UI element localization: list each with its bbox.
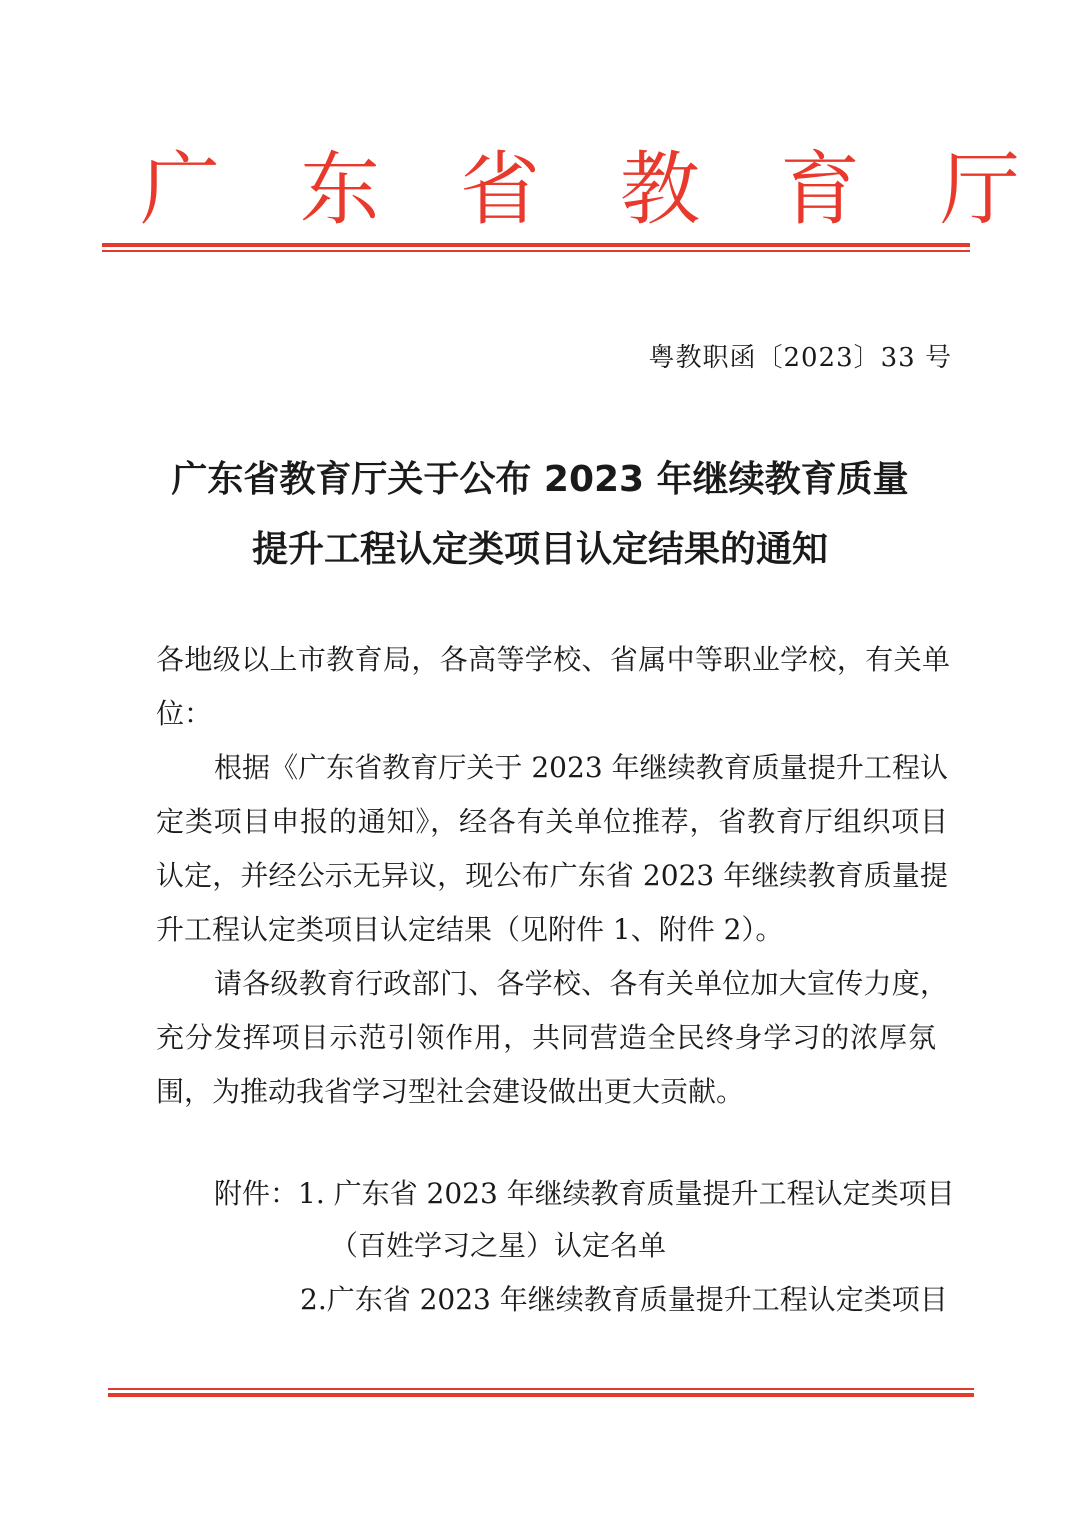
para1-line-3: 认定，并经公示无异议，现公布广东省 2023 年继续教育质量提: [156, 859, 948, 892]
title-line-2: 提升工程认定类项目认定结果的通知: [251, 529, 828, 570]
addressee-line-2: 位：: [156, 697, 213, 730]
masthead-char: 广: [140, 143, 220, 236]
document-number: 粤教职函〔2023〕33 号: [648, 343, 952, 373]
attachment-1-line-2: （百姓学习之星）认定名单: [330, 1229, 667, 1262]
para1-line-4: 升工程认定类项目认定结果（见附件 1、附件 2）。: [156, 913, 784, 946]
attachment-1-line-1: 附件：1. 广东省 2023 年继续教育质量提升工程认定类项目: [214, 1177, 955, 1210]
attachment-2-line-1: 2.广东省 2023 年继续教育质量提升工程认定类项目: [300, 1283, 948, 1316]
masthead-char: 厅: [940, 143, 1020, 236]
para1-line-2: 定类项目申报的通知》，经各有关单位推荐，省教育厅组织项目: [156, 805, 948, 838]
para2-line-2: 充分发挥项目示范引领作用，共同营造全民终身学习的浓厚氛: [156, 1021, 936, 1054]
para2-line-3: 围，为推动我省学习型社会建设做出更大贡献。: [156, 1075, 745, 1108]
masthead-title: [100, 140, 1020, 240]
para1-line-1: 根据《广东省教育厅关于 2023 年继续教育质量提升工程认: [214, 751, 948, 784]
document-title: [120, 445, 960, 585]
title-line-1: 广东省教育厅关于公布 2023 年继续教育质量: [171, 459, 909, 500]
masthead-char: 东: [300, 143, 380, 236]
header-red-rule: [102, 243, 970, 252]
masthead-char: 育: [780, 143, 860, 236]
para2-line-1: 请各级教育行政部门、各学校、各有关单位加大宣传力度，: [214, 967, 948, 1000]
footer-red-rule: [108, 1388, 974, 1397]
masthead-char: 省: [460, 143, 540, 236]
masthead-char: 教: [620, 143, 700, 236]
addressee-line-1: 各地级以上市教育局，各高等学校、省属中等职业学校，有关单: [156, 643, 950, 676]
